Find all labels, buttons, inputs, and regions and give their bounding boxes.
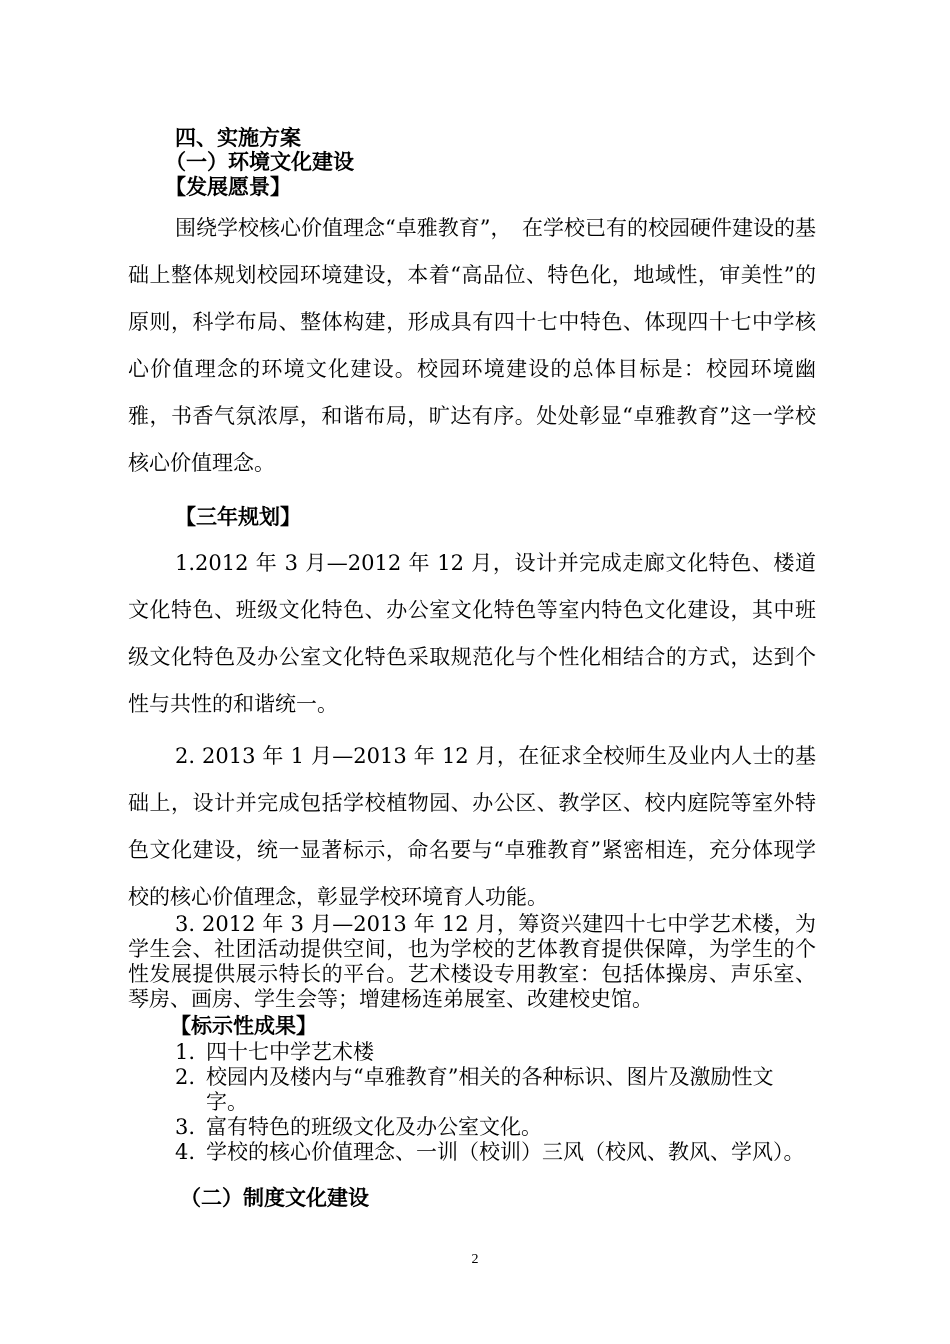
plan-heading: 【三年规划】 (175, 505, 301, 529)
subsection-heading-environment: （一）环境文化建设 (165, 150, 354, 174)
page-number: 2 (471, 1252, 479, 1267)
list-item-number: 1. (175, 1040, 196, 1064)
list-item-number: 2. (175, 1065, 196, 1089)
list-item (175, 1115, 815, 1140)
subsection-heading-system: （二）制度文化建设 (180, 1186, 369, 1210)
list-item (175, 1065, 815, 1115)
list-item-text: 学校的核心价值理念、一训（校训）三风（校风、教风、学风）。 (206, 1140, 805, 1164)
plan-item-3: 3. 2012 年 3 月—2013 年 12 月，筹资兴建四十七中学艺术楼，为学生会、社团活动提供空间，也为学校的艺体教育提供保障，为学生的个性发展提供展示特长的平台。艺术楼设专用教室：包括体操房、声乐室、琴房、画房、学生会等；增建杨连弟展室、改建校史馆。 (128, 912, 816, 1011)
section-title: 四、实施方案 (175, 126, 301, 150)
plan-item-2: 2. 2013 年 1 月—2013 年 12 月，在征求全校师生及业内人士的基础上，设计并完成包括学校植物园、办公区、教学区、校内庭院等室外特色文化建设，统一显著标示，命名要与“卓雅教育”紧密相连，充分体现学校的核心价值理念，彰显学校环境育人功能。 (128, 744, 816, 909)
list-item-number: 3. (175, 1115, 196, 1139)
results-list (175, 1040, 815, 1165)
vision-paragraph: 围绕学校核心价值理念“卓雅教育”， 在学校已有的校园硬件建设的基础上整体规划校园环境建设，本着“高品位、特色化，地域性，审美性”的原则，科学布局、整体构建，形成具有四十七中特色、体现四十七中学核心价值理念的环境文化建设。校园环境建设的总体目标是：校园环境幽雅，书香气氛浓厚，和谐布局，旷达有序。处处彰显“卓雅教育”这一学校核心价值理念。 (128, 216, 816, 475)
plan-item-1: 1.2012 年 3 月—2012 年 12 月，设计并完成走廊文化特色、楼道文化特色、班级文化特色、办公室文化特色等室内特色文化建设，其中班级文化特色及办公室文化特色采取规范化与个性化相结合的方式，达到个性与共性的和谐统一。 (128, 551, 816, 716)
list-item-text: 四十七中学艺术楼 (206, 1040, 374, 1064)
list-item-text: 富有特色的班级文化及办公室文化。 (206, 1115, 542, 1139)
list-item (175, 1040, 815, 1065)
list-item (175, 1140, 815, 1165)
results-heading: 【标示性成果】 (170, 1014, 317, 1038)
vision-heading: 【发展愿景】 (165, 175, 291, 199)
list-item-number: 4. (175, 1140, 196, 1164)
list-item-text: 校园内及楼内与“卓雅教育”相关的各种标识、图片及激励性文字。 (206, 1065, 774, 1114)
